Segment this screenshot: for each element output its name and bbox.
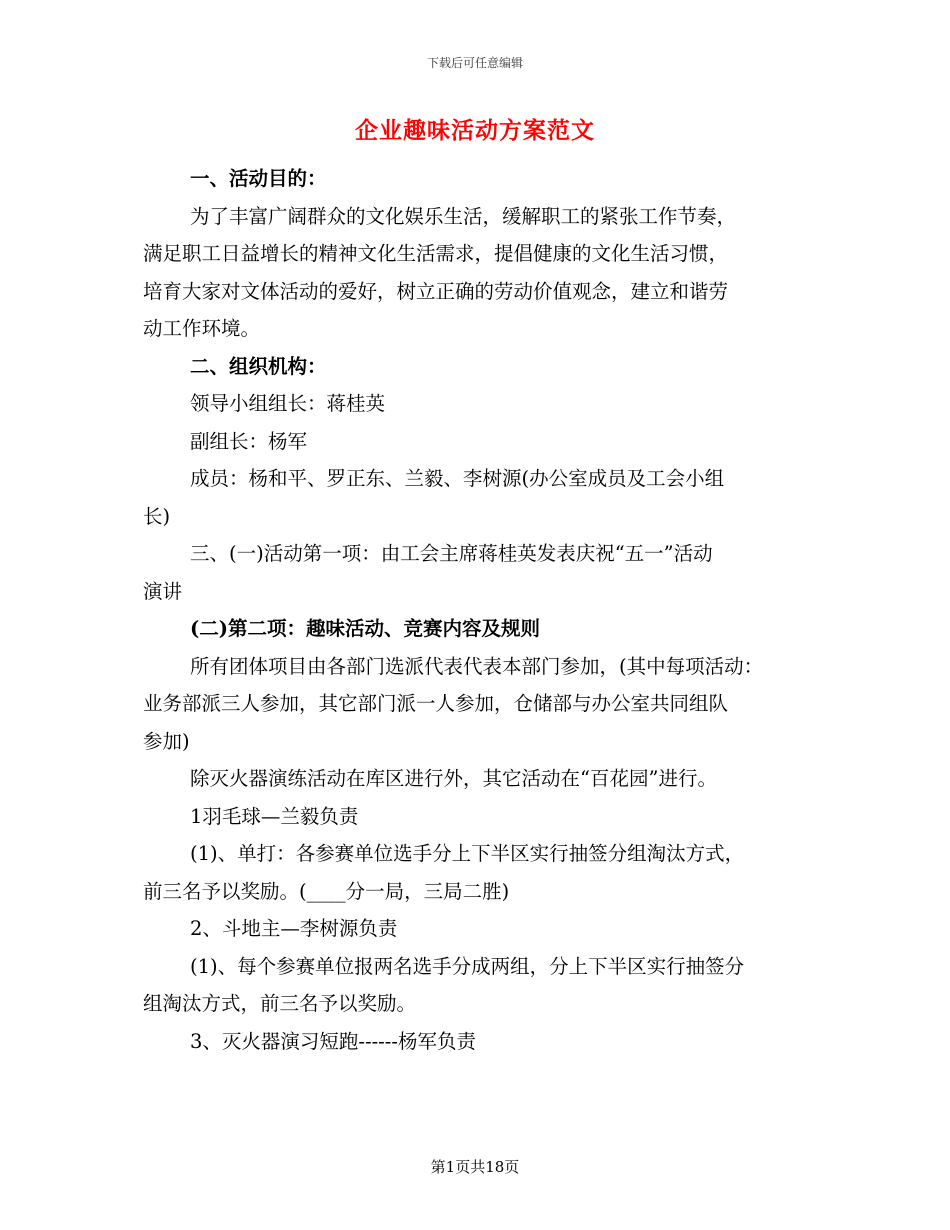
section-heading: 二、组织机构：: [190, 354, 327, 378]
paragraph-line: 3、灭火器演习短跑------杨军负责: [190, 1029, 476, 1053]
paragraph-line: 培育大家对文体活动的爱好，树立正确的劳动价值观念，建立和谐劳: [143, 279, 729, 303]
paragraph-line: (1)、每个参赛单位报两名选手分成两组，分上下半区实行抽签分: [190, 954, 745, 978]
paragraph-line: 2、斗地主—李树源负责: [190, 917, 398, 940]
document-body: [143, 160, 808, 1060]
paragraph-line: 成员：杨和平、罗正东、兰毅、李树源(办公室成员及工会小组: [190, 467, 725, 490]
section-heading: (二)第二项：趣味活动、竞赛内容及规则: [190, 617, 540, 640]
paragraph-line: 业务部派三人参加，其它部门派一人参加，仓储部与办公室共同组队: [143, 692, 729, 715]
paragraph-line: (1)、单打：各参赛单位选手分上下半区实行抽签分组淘汰方式，: [190, 842, 745, 865]
paragraph-line: 满足职工日益增长的精神文化生活需求，提倡健康的文化生活习惯，: [143, 242, 729, 265]
document-title: 企业趣味活动方案范文: [355, 117, 595, 144]
paragraph-line: 副组长：杨军: [190, 429, 308, 453]
paragraph-line: 长): [143, 504, 171, 528]
paragraph-line: 除灭火器演练活动在库区进行外，其它活动在“百花园”进行。: [190, 767, 717, 790]
page-footer: 第1页共18页: [430, 1158, 520, 1176]
header-note: 下载后可任意编辑: [426, 56, 523, 70]
paragraph-line: 前三名予以奖励。(____分一局，三局二胜): [143, 879, 510, 903]
paragraph-line: 参加): [143, 729, 190, 753]
paragraph-line: 领导小组组长：蒋桂英: [190, 392, 386, 415]
paragraph-line: 组淘汰方式，前三名予以奖励。: [143, 992, 417, 1015]
paragraph-line: 1羽毛球—兰毅负责: [190, 804, 359, 828]
paragraph-line: 演讲: [143, 579, 183, 603]
paragraph-line: 为了丰富广阔群众的文化娱乐生活，缓解职工的紧张工作节奏，: [190, 204, 737, 228]
section-heading: 一、活动目的：: [190, 167, 327, 190]
paragraph-line: 动工作环境。: [143, 317, 261, 340]
paragraph-line: 所有团体项目由各部门选派代表代表本部门参加，(其中每项活动：: [190, 654, 764, 678]
paragraph-line: 三、(一)活动第一项：由工会主席蒋桂英发表庆祝“五一”活动: [190, 542, 713, 565]
